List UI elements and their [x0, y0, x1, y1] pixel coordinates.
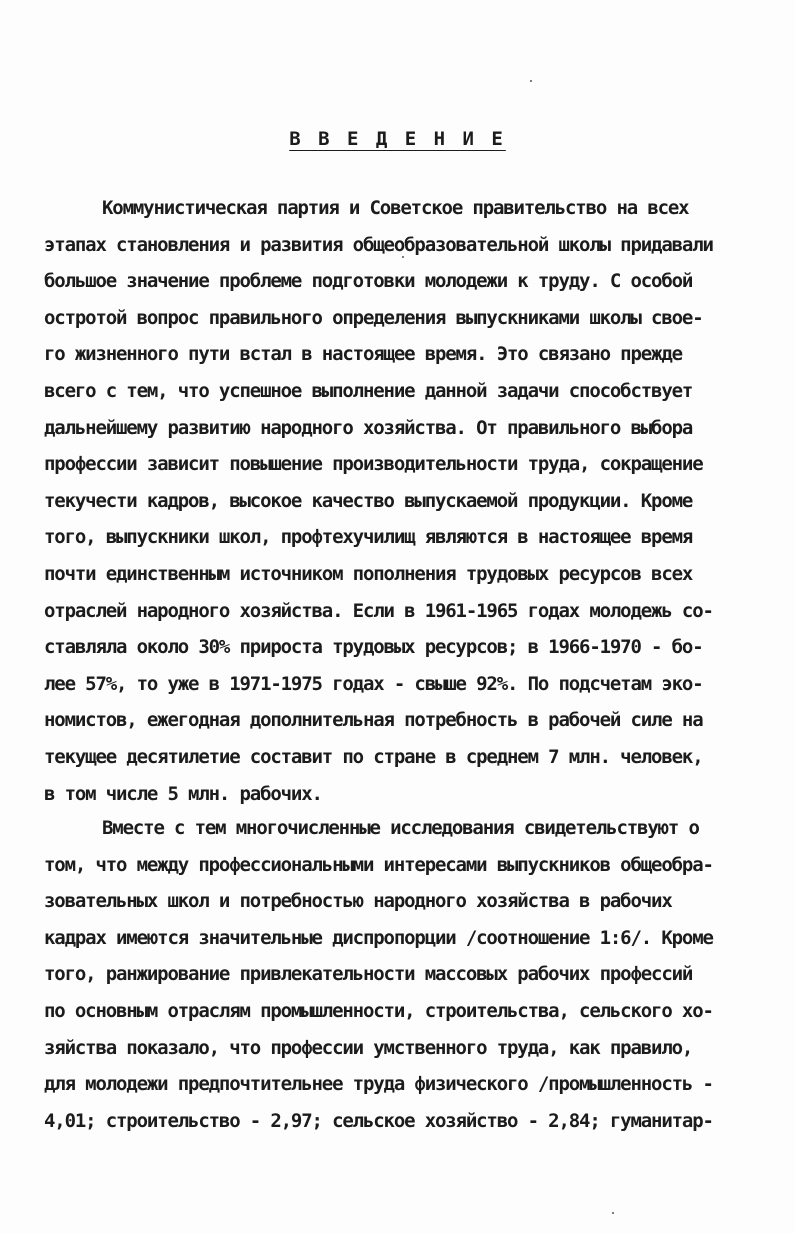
scan-speck — [530, 80, 532, 82]
text-line: большое значение проблеме подготовки молодежи к труду. С особой — [44, 270, 693, 293]
text-line: того, ранжирование привлекательности массовых рабочих профессий — [44, 963, 693, 986]
text-line: дальнейшему развитию народного хозяйства. От правильного выбора — [44, 416, 693, 439]
text-line: номистов, ежегодная дополнительная потребность в рабочей силе на — [44, 709, 703, 732]
text-line: 4,01; строительство - 2,97; сельское хозяйство - 2,84; гуманитар- — [44, 1109, 713, 1132]
text-line: Коммунистическая партия и Советское правительство на всех — [102, 197, 689, 219]
text-line: го жизненного пути встал в настоящее время. Это связано прежде — [44, 343, 682, 366]
text-line: Вместе с тем многочисленные исследования свидетельствуют о — [102, 817, 699, 839]
text-line: текучести кадров, высокое качество выпускаемой продукции. Кроме — [44, 489, 693, 512]
paragraph-2 — [44, 810, 756, 1139]
text-line: лее 57%, то уже в 1971-1975 годах - свыше 92%. По подсчетам эко- — [44, 672, 703, 695]
scan-speck — [612, 1212, 614, 1214]
text-line: отраслей народного хозяйства. Если в 1961-1965 годах молодежь со- — [44, 599, 713, 622]
text-line: этапах становления и развития общеобразовательной школы придавали — [44, 233, 713, 256]
text-line: профессии зависит повышение производительности труда, сокращение — [44, 453, 703, 476]
text-line: почти единственным источником пополнения трудовых ресурсов всех — [44, 562, 693, 585]
text-line: зовательных школ и потребностью народного хозяйства в рабочих — [44, 890, 672, 913]
text-line: того, выпускники школ, профтехучилищ являются в настоящее время — [44, 526, 693, 549]
text-line: в том числе 5 млн. рабочих. — [44, 782, 322, 805]
text-line: остротой вопрос правильного определения выпускниками школы свое- — [44, 306, 703, 329]
scan-speck — [402, 256, 404, 258]
text-line: для молодежи предпочтительнее труда физического /промышленность - — [44, 1073, 713, 1096]
text-line: текущее десятилетие составит по стране в среднем 7 млн. человек, — [44, 745, 703, 768]
page-title: В В Е Д Е Н И Е — [289, 128, 506, 150]
paragraph-1 — [44, 190, 756, 812]
text-line: по основным отраслям промышленности, строительства, сельского хо- — [44, 999, 713, 1022]
text-line: кадрах имеются значительные диспропорции /соотношение 1:6/. Кроме — [44, 926, 713, 949]
text-line: том, что между профессиональными интересами выпускников общеобра- — [44, 853, 713, 876]
text-line: зяйства показало, что профессии умственного труда, как правило, — [44, 1036, 693, 1059]
text-line: всего с тем, что успешное выполнение данной задачи способствует — [44, 379, 693, 402]
text-line: ставляла около 30% прироста трудовых ресурсов; в 1966-1970 - бо- — [44, 636, 703, 659]
